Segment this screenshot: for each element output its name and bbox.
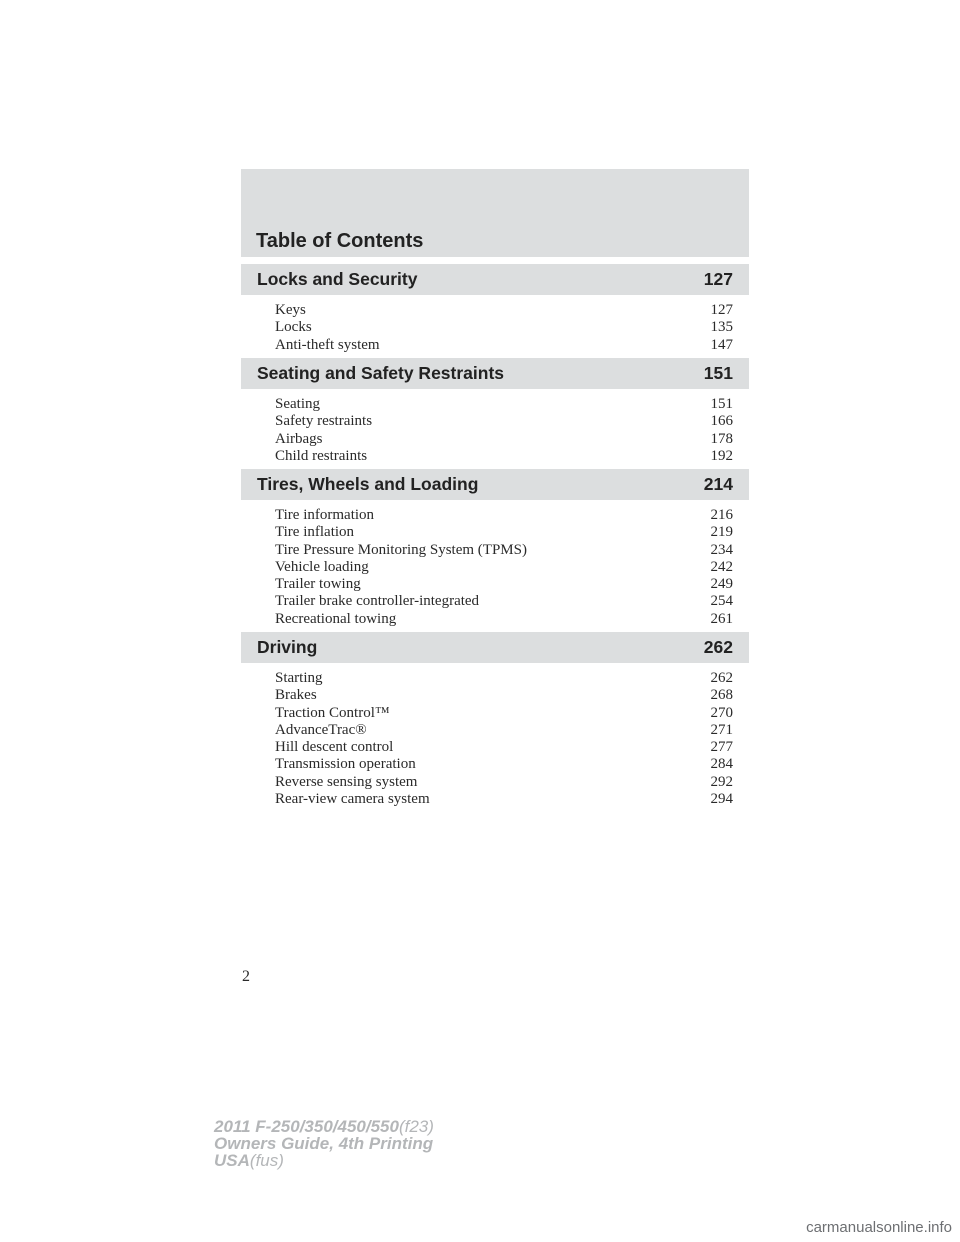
entry-label: Trailer brake controller-integrated <box>275 593 480 610</box>
entry-label: Anti-theft system <box>275 336 380 353</box>
entry-page: 292 <box>710 773 733 790</box>
toc-header <box>241 169 749 257</box>
entry-page: 127 <box>710 302 733 318</box>
entry-label: Reverse sensing system <box>275 773 418 790</box>
entry-label: Airbags <box>275 430 323 447</box>
page-number: 2 <box>242 968 250 985</box>
entry-page: 294 <box>710 791 733 808</box>
section-header-seating-and-safety-restraints[interactable] <box>241 358 749 389</box>
footer-guide: Owners Guide, 4th Printing <box>214 1134 434 1153</box>
entry-page: 178 <box>710 430 733 447</box>
entry-page: 284 <box>710 756 733 773</box>
toc-entry[interactable] <box>275 611 733 628</box>
entry-page: 192 <box>710 447 733 464</box>
entry-label: Transmission operation <box>275 756 416 773</box>
section-title: Seating and Safety Restraints <box>257 363 505 383</box>
toc-entry[interactable] <box>275 670 733 687</box>
section-title: Driving <box>257 637 318 657</box>
toc-entry[interactable] <box>275 302 733 319</box>
entry-label: Traction Control™ <box>275 704 390 721</box>
toc-entry[interactable] <box>275 542 733 559</box>
entry-label: AdvanceTrac® <box>275 721 367 738</box>
section-header-tires-wheels-and-loading[interactable] <box>241 469 749 500</box>
entry-page: 262 <box>710 670 733 686</box>
entry-page: 268 <box>710 687 733 704</box>
entry-label: Safety restraints <box>275 413 373 430</box>
section-header-driving[interactable] <box>241 632 749 663</box>
entry-page: 277 <box>710 739 733 756</box>
toc-entry[interactable] <box>275 431 733 448</box>
footer-model: 2011 F-250/350/450/550 <box>214 1117 399 1136</box>
entry-label: Tire information <box>275 507 375 523</box>
toc-entry[interactable] <box>275 722 733 739</box>
entry-page: 135 <box>710 319 733 336</box>
entry-label: Vehicle loading <box>275 558 369 575</box>
entry-page: 270 <box>710 704 733 721</box>
entry-label: Tire inflation <box>275 524 355 541</box>
entry-label: Recreational towing <box>275 610 397 627</box>
footer-region-code: (fus) <box>249 1151 284 1170</box>
entry-page: 242 <box>710 558 733 575</box>
toc-entry[interactable] <box>275 507 733 524</box>
entry-page: 254 <box>710 593 733 610</box>
section-title: Tires, Wheels and Loading <box>257 474 479 494</box>
toc-entry[interactable] <box>275 559 733 576</box>
entry-label: Locks <box>275 319 312 336</box>
toc-entry[interactable] <box>275 593 733 610</box>
entry-label: Child restraints <box>275 447 368 464</box>
toc-entry[interactable] <box>275 524 733 541</box>
toc-entry[interactable] <box>275 705 733 722</box>
section-entries-driving <box>275 670 733 808</box>
toc-entry[interactable] <box>275 791 733 808</box>
entry-label: Rear-view camera system <box>275 791 430 808</box>
document-footer <box>214 1118 434 1169</box>
section-page: 127 <box>703 269 733 289</box>
entry-label: Starting <box>275 670 323 686</box>
toc-entry[interactable] <box>275 774 733 791</box>
watermark[interactable]: carmanualsonline.info <box>806 1219 952 1236</box>
toc-entry[interactable] <box>275 687 733 704</box>
section-page: 214 <box>703 474 733 494</box>
entry-label: Seating <box>275 396 320 412</box>
entry-label: Tire Pressure Monitoring System (TPMS) <box>275 541 527 558</box>
section-header-locks-and-security[interactable] <box>241 264 749 295</box>
section-entries-locks <box>275 302 733 354</box>
entry-label: Trailer towing <box>275 576 361 593</box>
entry-page: 147 <box>710 336 733 353</box>
page-title: Table of Contents <box>256 230 424 252</box>
toc-entry[interactable] <box>275 756 733 773</box>
entry-label: Hill descent control <box>275 739 394 756</box>
footer-region: USA <box>214 1151 250 1170</box>
toc-entry[interactable] <box>275 337 733 354</box>
entry-page: 166 <box>710 413 733 430</box>
section-entries-tires <box>275 507 733 628</box>
section-title: Locks and Security <box>257 269 418 289</box>
entry-label: Keys <box>275 302 306 318</box>
entry-page: 261 <box>710 610 733 627</box>
entry-page: 234 <box>710 541 733 558</box>
section-page: 262 <box>703 637 733 657</box>
section-entries-seating <box>275 396 733 465</box>
entry-page: 249 <box>710 576 733 593</box>
section-page: 151 <box>703 363 733 383</box>
toc-entry[interactable] <box>275 396 733 413</box>
entry-page: 151 <box>710 396 733 412</box>
entry-page: 271 <box>710 721 733 738</box>
footer-model-code: (f23) <box>398 1117 434 1136</box>
toc-entry[interactable] <box>275 448 733 465</box>
entry-page: 216 <box>710 507 733 523</box>
entry-label: Brakes <box>275 687 317 704</box>
toc-entry[interactable] <box>275 319 733 336</box>
toc-entry[interactable] <box>275 576 733 593</box>
toc-entry[interactable] <box>275 739 733 756</box>
toc-entry[interactable] <box>275 413 733 430</box>
entry-page: 219 <box>710 524 733 541</box>
